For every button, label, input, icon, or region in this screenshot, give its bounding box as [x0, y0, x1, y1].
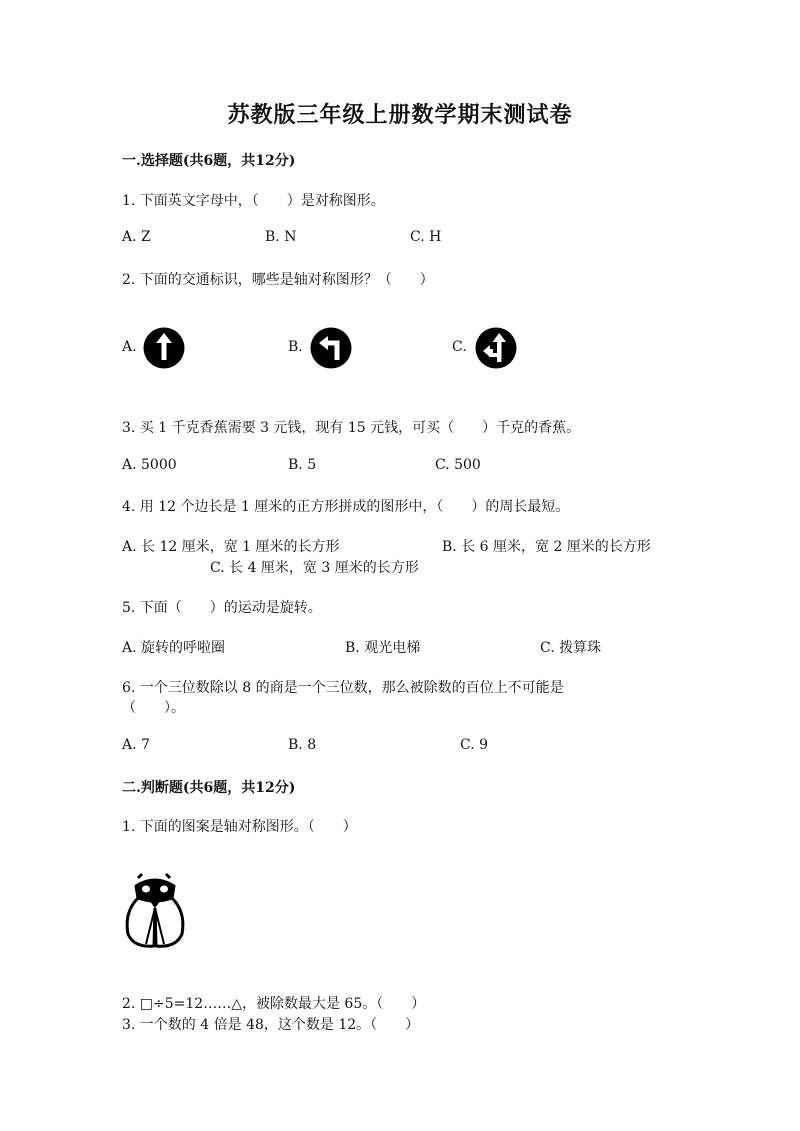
question-3-option-a: A. 5000: [122, 457, 177, 473]
question-5-option-b: B. 观光电梯: [345, 640, 421, 656]
question-1-option-c: C. H: [410, 229, 442, 245]
judgment-1-text: 1. 下面的图案是轴对称图形。（ ）: [122, 819, 357, 835]
question-4-option-c: C. 长 4 厘米，宽 3 厘米的长方形: [210, 560, 419, 576]
question-3-option-b: B. 5: [288, 457, 317, 473]
question-4-text: 4. 用 12 个边长是 1 厘米的正方形拼成的图形中，（ ）的周长最短。: [122, 499, 570, 515]
section-heading-choice: 一.选择题(共6题，共12分): [122, 153, 296, 169]
question-3-option-c: C. 500: [435, 457, 481, 473]
question-4-option-a: A. 长 12 厘米，宽 1 厘米的长方形: [122, 539, 340, 555]
question-2-option-a: A.: [122, 339, 137, 355]
question-6-option-a: A. 7: [122, 737, 150, 753]
question-6-option-b: B. 8: [288, 737, 317, 753]
straight-or-left-sign-icon: [475, 327, 517, 369]
question-5-option-c: C. 拨算珠: [540, 640, 602, 656]
question-6-text-line2: （ ）。: [122, 700, 185, 716]
page-title: 苏教版三年级上册数学期末测试卷: [227, 102, 573, 128]
question-1-text: 1. 下面英文字母中，（ ）是对称图形。: [122, 193, 385, 209]
section-heading-judgment: 二.判断题(共6题，共12分): [122, 780, 296, 796]
question-4-option-b: B. 长 6 厘米，宽 2 厘米的长方形: [442, 539, 651, 555]
arrow-up-sign-icon: [143, 327, 185, 369]
question-2-option-b: B.: [288, 339, 303, 355]
question-1-option-b: B. N: [265, 229, 297, 245]
question-6-option-c: C. 9: [460, 737, 489, 753]
turn-left-sign-icon: [310, 327, 352, 369]
judgment-2-text: 2. □÷5=12……△，被除数最大是 65。（ ）: [122, 996, 426, 1012]
cicada-icon: [122, 872, 188, 952]
question-6-text-line1: 6. 一个三位数除以 8 的商是一个三位数，那么被除数的百位上不可能是: [122, 680, 564, 696]
question-3-text: 3. 买 1 千克香蕉需要 3 元钱，现有 15 元钱，可买（ ）千克的香蕉。: [122, 420, 581, 436]
question-1-option-a: A. Z: [122, 229, 151, 245]
judgment-3-text: 3. 一个数的 4 倍是 48，这个数是 12。（ ）: [122, 1017, 420, 1033]
question-2-option-c: C.: [452, 339, 467, 355]
question-2-text: 2. 下面的交通标识，哪些是轴对称图形？（ ）: [122, 272, 434, 288]
question-5-option-a: A. 旋转的呼啦圈: [122, 640, 226, 656]
question-5-text: 5. 下面（ ）的运动是旋转。: [122, 600, 322, 616]
